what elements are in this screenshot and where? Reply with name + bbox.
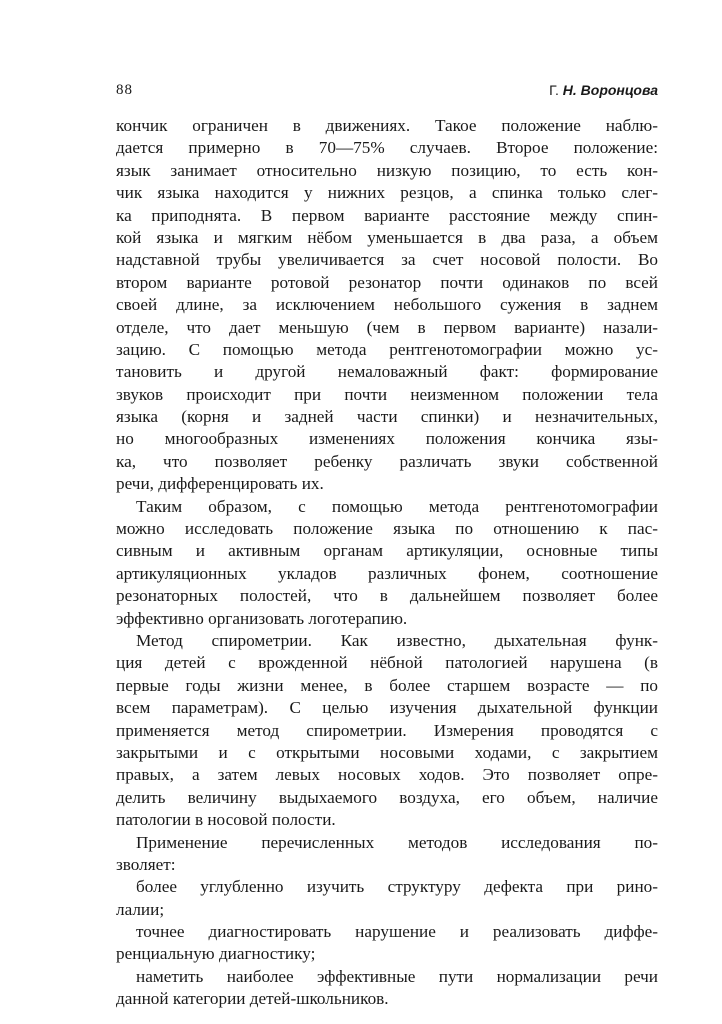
text-line: язык занимает относительно низкую позицию, то есть кон- [116, 160, 658, 180]
text-line: чик языка находится у нижних резцов, а спинка только слег- [116, 183, 658, 203]
text-line: речи, дифференцировать их. [116, 474, 324, 494]
text-line: резонаторных полостей, что в дальнейшем позволяет более [116, 586, 658, 606]
text-line: ка приподнята. В первом варианте расстояние между спин- [116, 205, 658, 225]
text-line: наметить наиболее эффективные пути нормализации речи [136, 966, 658, 986]
text-line: более углубленно изучить структуру дефекта при рино- [136, 877, 658, 897]
text-line: языка (корня и задней части спинки) и незначительных, [116, 407, 658, 427]
text-line: можно исследовать положение языка по отношению к пас- [116, 519, 658, 539]
text-line: отделе, что дает меньшую (чем в первом варианте) назали- [116, 317, 658, 337]
text-line: Применение перечисленных методов исследования по- [136, 832, 658, 852]
text-line: Метод спирометрии. Как известно, дыхательная функ- [136, 630, 658, 650]
text-line: втором варианте ротовой резонатор почти одинаков по всей [116, 272, 658, 292]
running-head [549, 82, 658, 98]
text-line: тановить и другой немаловажный факт: формирование [116, 362, 658, 382]
text-line: кончик ограничен в движениях. Такое положение наблю- [116, 116, 658, 135]
text-line: надставной трубы увеличивается за счет носовой полости. Во [116, 250, 658, 270]
text-line: закрытыми и с открытыми носовыми ходами, с закрытием [116, 742, 658, 762]
text-line: Таким образом, с помощью метода рентгенотомографии [136, 496, 658, 516]
text-line: ция детей с врожденной нёбной патологией нарушена (в [116, 653, 658, 673]
text-line: точнее диагностировать нарушение и реализовать диффе- [136, 922, 658, 942]
page-header [116, 82, 658, 102]
text-line: артикуляционных укладов различных фонем, соотношение [116, 563, 658, 583]
text-line: но многообразных изменениях положения кончика язы- [116, 429, 658, 449]
text-line: дается примерно в 70—75% случаев. Второе положение: [116, 138, 658, 158]
text-line: патологии в носовой полости. [116, 810, 336, 830]
author-initial: Г. [549, 82, 559, 98]
text-line: зволяет: [116, 854, 176, 874]
text-line: эффективно организовать логотерапию. [116, 608, 408, 628]
text-line: своей длине, за исключением небольшого сужения в заднем [116, 295, 658, 315]
text-line: данной категории детей-школьников. [116, 989, 389, 1009]
text-line: всем параметрам). С целью изучения дыхательной функции [116, 698, 658, 718]
text-line: звуков происходит при почти неизменном положении тела [116, 384, 658, 404]
text-line: применяется метод спирометрии. Измерения проводятся с [116, 720, 658, 740]
text-line: правых, а затем левых носовых ходов. Это позволяет опре- [116, 765, 658, 785]
text-line: сивным и активным органам артикуляции, основные типы [116, 541, 658, 561]
text-line: лалии; [116, 899, 165, 919]
text-line: ка, что позволяет ребенку различать звуки собственной [116, 451, 658, 471]
text-line: делить величину выдыхаемого воздуха, его объем, наличие [116, 787, 658, 807]
text-line: кой языка и мягким нёбом уменьшается в два раза, а объем [116, 227, 658, 247]
author-name: Н. Воронцова [562, 82, 658, 98]
text-line: зацию. С помощью метода рентгенотомографии можно ус- [116, 339, 658, 359]
page-number: 88 [116, 82, 133, 98]
body-text [116, 115, 658, 1011]
text-line: первые годы жизни менее, в более старшем возрасте — по [116, 675, 658, 695]
text-line: ренциальную диагностику; [116, 944, 316, 964]
